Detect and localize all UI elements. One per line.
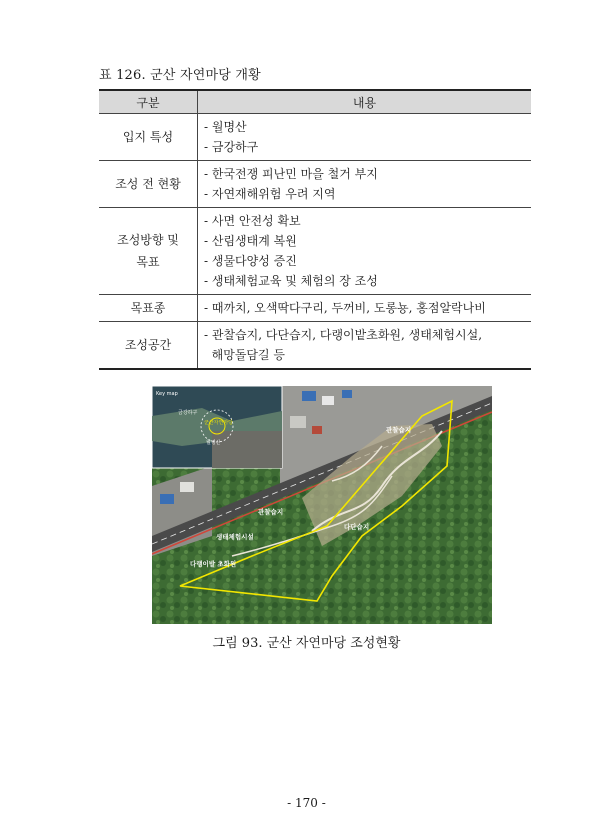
header-category: 구분 bbox=[99, 90, 198, 114]
inset-site-label: 군산자연마당 bbox=[204, 420, 233, 426]
row-content bbox=[198, 208, 532, 295]
table-caption: 표 126. 군산 자연마당 개황 bbox=[99, 68, 261, 83]
list-item: - 금강하구 bbox=[204, 140, 259, 154]
list-item: - 월명산 bbox=[204, 120, 247, 134]
terraced-garden-label: 다랭이밭 초화원 bbox=[190, 560, 237, 568]
list-item: - 한국전쟁 피난민 마을 철거 부지 bbox=[204, 167, 378, 181]
inset-key-map-label: Key map bbox=[156, 391, 178, 397]
list-item: 해망돌담길 등 bbox=[204, 348, 285, 362]
list-item: - 자연재해위험 우려 지역 bbox=[204, 187, 336, 201]
table-row bbox=[99, 295, 531, 322]
list-item: - 생태체험교육 및 체험의 장 조성 bbox=[204, 274, 378, 288]
aerial-map bbox=[152, 386, 492, 624]
table-row bbox=[99, 322, 531, 370]
row-label bbox=[99, 208, 198, 295]
table-row bbox=[99, 114, 531, 161]
row-content bbox=[198, 322, 532, 370]
eco-facility-label: 생태체험시설 bbox=[216, 533, 254, 541]
multi-wetland-label: 다단습지 bbox=[344, 523, 370, 531]
row-label: 목표종 bbox=[99, 295, 198, 322]
row-content bbox=[198, 114, 532, 161]
list-item: - 사면 안전성 확보 bbox=[204, 214, 301, 228]
header-content: 내용 bbox=[198, 90, 532, 114]
row-label: 조성공간 bbox=[99, 322, 198, 370]
row-content bbox=[198, 161, 532, 208]
page-number: - 170 - bbox=[287, 796, 326, 810]
overview-table bbox=[99, 89, 531, 370]
inset-river-label: 금강하구 bbox=[178, 410, 198, 416]
row-content bbox=[198, 295, 532, 322]
list-item: - 관찰습지, 다단습지, 다랭이밭초화원, 생태체험시설, bbox=[204, 328, 483, 342]
list-item: - 생물다양성 증진 bbox=[204, 254, 297, 268]
row-label-line: 목표 bbox=[136, 255, 160, 269]
inset-mountain-label: 월명산 bbox=[206, 440, 221, 446]
observation-wetland-label: 관찰습지 bbox=[386, 426, 412, 434]
row-label-line: 조성방향 및 bbox=[117, 233, 179, 247]
list-item: - 산림생태계 복원 bbox=[204, 234, 297, 248]
aerial-photo bbox=[152, 386, 492, 624]
table-row bbox=[99, 161, 531, 208]
figure-caption: 그림 93. 군산 자연마당 조성현황 bbox=[212, 636, 401, 651]
list-item: - 때까치, 오색딱다구리, 두꺼비, 도롱뇽, 홍점알락나비 bbox=[204, 301, 486, 315]
row-label: 입지 특성 bbox=[99, 114, 198, 161]
observation-wetland-label: 관찰습지 bbox=[258, 508, 284, 516]
row-label: 조성 전 현황 bbox=[99, 161, 198, 208]
table-row bbox=[99, 208, 531, 295]
inset-key-map bbox=[152, 386, 282, 468]
